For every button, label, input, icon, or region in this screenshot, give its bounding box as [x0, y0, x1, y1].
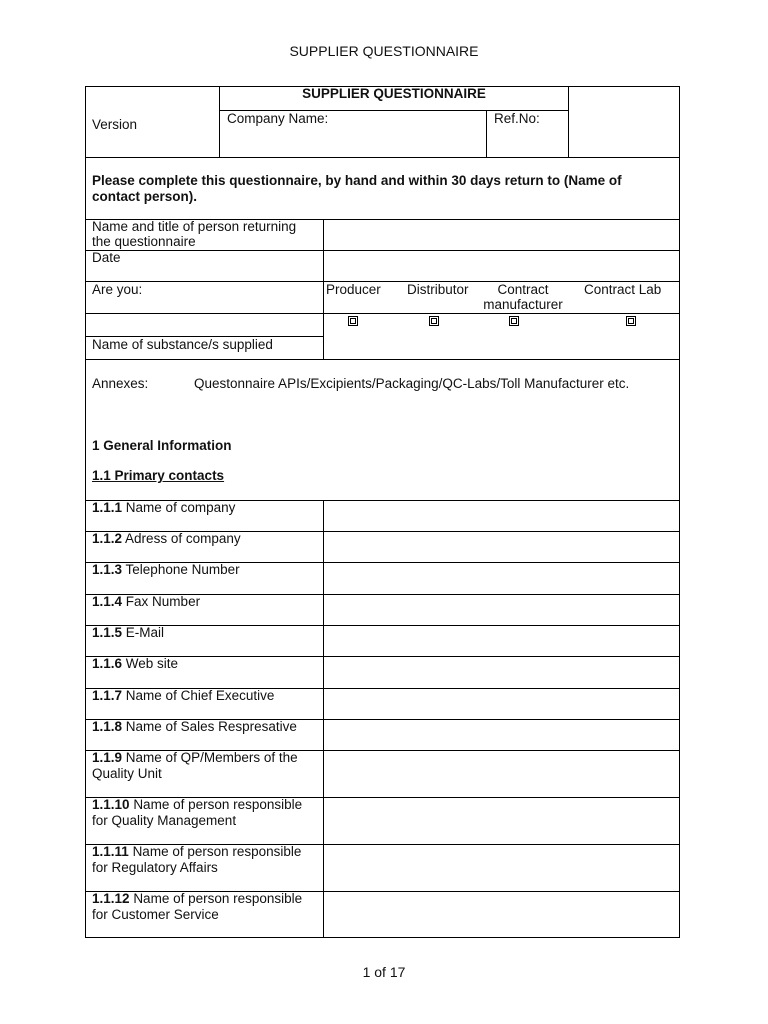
role-producer: Producer: [326, 282, 381, 297]
annexes-label: Annexes:: [92, 376, 149, 391]
contact-answer-field[interactable]: [324, 532, 679, 562]
page-header: SUPPLIER QUESTIONNAIRE: [289, 43, 479, 59]
role-distributor: Distributor: [407, 282, 469, 297]
table-row: [92, 531, 241, 547]
version-label: Version: [92, 117, 138, 132]
person-returning-label-2: the questionnaire: [92, 234, 196, 249]
ref-no-label: Ref.No:: [494, 111, 540, 126]
divider: [85, 157, 680, 158]
instructions-text: Please complete this questionnaire, by hand and within 30 days return to (Name of contact person).: [92, 173, 622, 204]
contact-label-line2: for Customer Service: [92, 906, 219, 922]
form-title: SUPPLIER QUESTIONNAIRE: [302, 86, 486, 101]
table-row: [92, 688, 274, 704]
divider: [486, 110, 487, 158]
contact-label: Name of Sales Respresative: [125, 719, 297, 734]
table-row: [92, 562, 240, 578]
divider: [568, 86, 569, 158]
company-name-label: Company Name:: [227, 111, 329, 126]
section-title: 1 General Information: [92, 438, 232, 453]
divider: [85, 313, 680, 314]
divider: [85, 359, 680, 360]
table-border-right: [679, 86, 680, 938]
contact-number: 1.1.3: [92, 562, 123, 577]
date-label: Date: [92, 250, 121, 265]
contact-number: 1.1.7: [92, 688, 123, 703]
contract-manufacturer-checkbox[interactable]: [509, 316, 519, 326]
contact-label-line2: Quality Unit: [92, 765, 162, 781]
contact-answer-field[interactable]: [324, 595, 679, 625]
contact-number: 1.1.4: [92, 594, 123, 609]
table-row: [92, 594, 200, 610]
table-row: [92, 500, 235, 516]
subsection-title: 1.1 Primary contacts: [92, 468, 225, 483]
contact-answer-field[interactable]: [324, 626, 679, 656]
contact-answer-field[interactable]: [324, 751, 679, 797]
role-contract-lab: Contract Lab: [584, 282, 662, 297]
contact-number: 1.1.11: [92, 844, 129, 859]
table-row: [92, 656, 178, 672]
role-contract-1: Contract: [497, 282, 549, 297]
table-row: [92, 719, 297, 735]
are-you-label: Are you:: [92, 282, 143, 297]
contact-answer-field[interactable]: [324, 798, 679, 844]
substance-label: Name of substance/s supplied: [92, 337, 273, 352]
contact-label: Adress of company: [125, 531, 241, 546]
person-returning-label-1: Name and title of person returning: [92, 219, 297, 234]
contact-label-line2: for Regulatory Affairs: [92, 859, 218, 875]
contact-label: Telephone Number: [125, 562, 240, 577]
contact-answer-field[interactable]: [324, 657, 679, 688]
contact-answer-field[interactable]: [324, 892, 679, 937]
table-row: [92, 750, 298, 781]
annexes-value: Questonnaire APIs/Excipients/Packaging/QC-Labs/Toll Manufacturer etc.: [194, 376, 630, 391]
table-row: [92, 625, 164, 641]
table-row: [92, 797, 302, 828]
producer-checkbox[interactable]: [348, 316, 358, 326]
contact-number: 1.1.2: [92, 531, 123, 546]
divider: [85, 250, 680, 251]
contact-label: Name of company: [125, 500, 236, 515]
contract-lab-checkbox[interactable]: [626, 316, 636, 326]
contact-label: Fax Number: [125, 594, 201, 609]
contact-number: 1.1.12: [92, 891, 130, 906]
contact-label: Name of person responsible: [133, 797, 303, 812]
table-row: [92, 891, 302, 922]
contact-label: Name of QP/Members of the: [125, 750, 298, 765]
contact-answer-field[interactable]: [324, 845, 679, 891]
contact-answer-field[interactable]: [324, 563, 679, 594]
divider: [323, 219, 324, 360]
distributor-checkbox[interactable]: [429, 316, 439, 326]
table-row: [92, 844, 301, 875]
table-border-bottom: [85, 937, 680, 938]
contact-number: 1.1.9: [92, 750, 123, 765]
contact-number: 1.1.5: [92, 625, 123, 640]
role-contract-2: manufacturer: [483, 297, 563, 312]
contact-label: Name of person responsible: [133, 891, 303, 906]
contact-answer-field[interactable]: [324, 501, 679, 531]
contact-number: 1.1.8: [92, 719, 123, 734]
contact-answer-field[interactable]: [324, 720, 679, 750]
contact-label-line2: for Quality Management: [92, 812, 237, 828]
table-border-left: [85, 86, 86, 938]
contact-label: Name of person responsible: [132, 844, 302, 859]
contact-label: Name of Chief Executive: [125, 688, 275, 703]
contact-label: E-Mail: [125, 625, 165, 640]
contact-number: 1.1.10: [92, 797, 130, 812]
contact-number: 1.1.1: [92, 500, 123, 515]
page-footer: 1 of 17: [362, 964, 406, 980]
contact-label: Web site: [125, 656, 179, 671]
contact-number: 1.1.6: [92, 656, 123, 671]
contact-answer-field[interactable]: [324, 689, 679, 719]
